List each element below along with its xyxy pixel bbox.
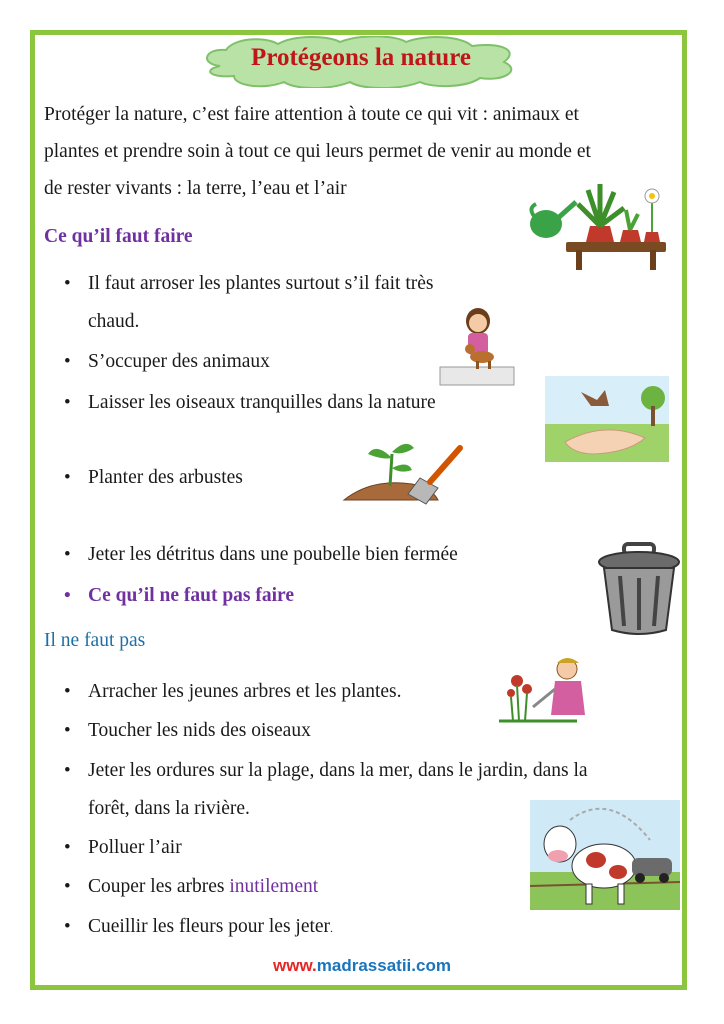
list-item: • Jeter les ordures sur la plage, dans la mer, dans le jardin, dans la — [88, 752, 588, 789]
list-item: • Laisser les oiseaux tranquilles dans la nature — [88, 384, 436, 421]
planting-shovel-icon — [342, 438, 464, 510]
uprooting-plants-icon — [497, 655, 593, 725]
list-item: • Cueillir les fleurs pour les jeter. — [88, 908, 333, 948]
heading-dont: • Ce qu’il ne faut pas faire — [88, 577, 294, 614]
list-item: • Polluer l’air — [88, 829, 182, 866]
subheading-dont: Il ne faut pas — [44, 630, 146, 651]
footer-prefix: www. — [273, 956, 317, 975]
list-item: • Arracher les jeunes arbres et les plantes. — [88, 673, 402, 710]
footer-domain: madrassatii.com — [316, 956, 451, 975]
intro-line: plantes et prendre soin à tout ce qui leurs permet de venir au monde et — [44, 141, 591, 162]
list-item: • Jeter les détritus dans une poubelle bien fermée — [88, 536, 458, 573]
page-title: Protégeons la nature — [251, 44, 471, 71]
watering-plants-icon — [528, 180, 670, 272]
list-item: • Il faut arroser les plantes surtout s’il fait très — [88, 265, 433, 302]
list-item: • Planter des arbustes — [88, 459, 243, 496]
list-item: • Couper les arbres inutilement — [88, 868, 318, 905]
intro-line: Protéger la nature, c’est faire attention à toute ce qui vit : animaux et — [44, 104, 579, 125]
bird-in-hands-icon — [545, 376, 669, 462]
list-item: • Toucher les nids des oiseaux — [88, 712, 311, 749]
list-item-continuation: chaud. — [88, 311, 140, 332]
list-item: • S’occuper des animaux — [88, 343, 270, 380]
heading-do: Ce qu’il faut faire — [44, 226, 193, 247]
cow-pollution-icon — [530, 800, 680, 910]
footer-url — [0, 956, 724, 976]
list-item-continuation: forêt, dans la rivière. — [88, 798, 250, 819]
highlight-word: inutilement — [229, 876, 319, 897]
intro-line: de rester vivants : la terre, l’eau et l’air — [44, 178, 347, 199]
girl-with-dog-icon — [438, 305, 518, 387]
trash-can-icon — [596, 540, 682, 636]
